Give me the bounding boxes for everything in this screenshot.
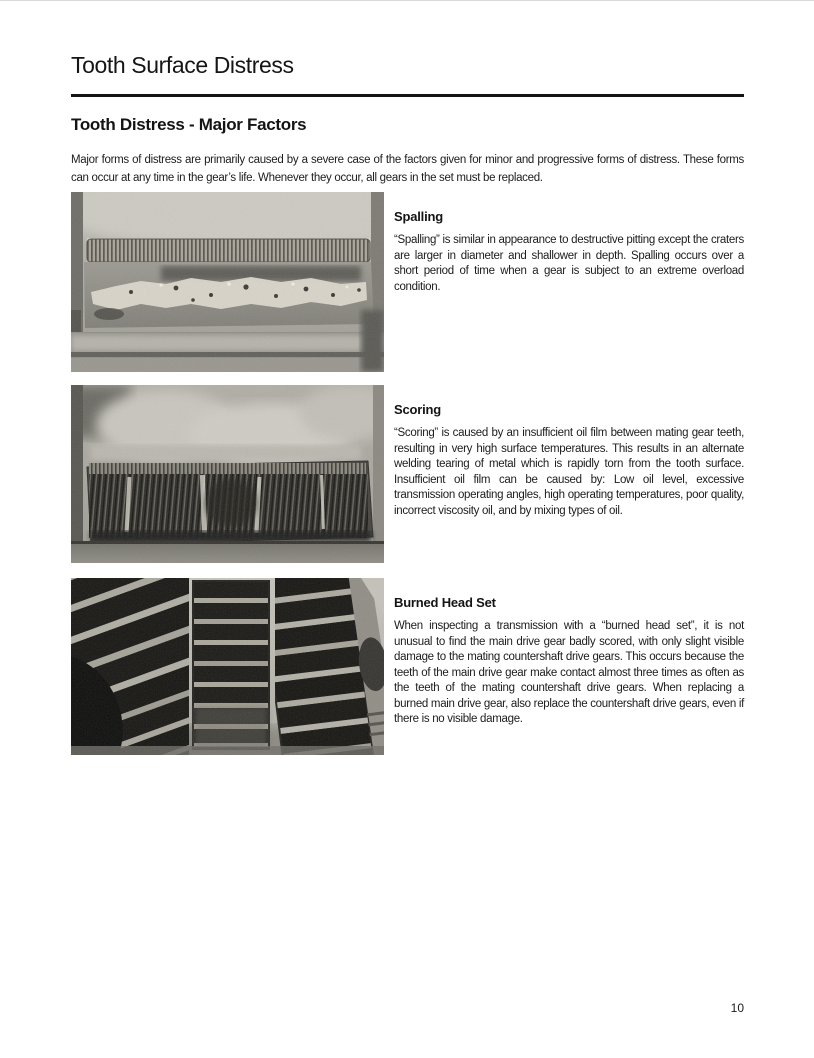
scoring-body: “Scoring” is caused by an insufficient oil film between mating gear teeth, resulting in very high surface temperatures. This results in an alternate welding tearing of metal which is rapidly torn from the tooth surface. Insufficient oil film can be caused by: Low oil level, excessive transmission operating angles, high operating temperatures, poor quality, incorrect viscosity oil, and by mixing types of oil. [394,427,744,517]
burned-head-set-photo [71,578,384,755]
factor-rows [71,192,744,755]
scoring-section [71,385,744,563]
spalling-body: “Spalling” is similar in appearance to destructive pitting except the craters are larger in diameter and shallower in depth. Spalling occurs over a short period of time when a gear is subject to an extreme overload condition. [394,234,744,293]
spalling-section [71,192,744,372]
scoring-photo-svg [71,385,384,563]
burned-head-set-heading: Burned Head Set [394,595,496,610]
page-title: Tooth Surface Distress [71,52,294,78]
burned-head-set-body: When inspecting a transmission with a “burned head set”, it is not unusual to find the main drive gear badly scored, with only slight visible damage to the mating countershaft drive gears. This occurs because the teeth of the main drive gear make contact almost three times as often as the teeth of the mating countershaft drive gears. When replacing a burned main drive gear, also replace the countershaft drive gears, even if there is no visible damage. [394,620,744,725]
spalling-photo-svg [71,192,384,372]
scoring-photo [71,385,384,563]
spalling-text-block [394,192,744,372]
burned-head-set-section [71,578,744,755]
section-heading: Tooth Distress - Major Factors [71,115,307,134]
burned-head-set-photo-svg [71,578,384,755]
scoring-heading: Scoring [394,402,441,417]
spalling-heading: Spalling [394,209,443,224]
page-number: 10 [730,1001,744,1015]
intro-paragraph: Major forms of distress are primarily caused by a severe case of the factors given for minor and progressive forms of distress. These forms can occur at any time in the gear’s life. Whenever they occur, all gears in the set must be replaced. [71,154,744,184]
scoring-text-block [394,385,744,563]
burned-head-set-text-block [394,578,744,755]
page-content [71,1,744,755]
title-rule [71,94,744,97]
spalling-photo [71,192,384,372]
